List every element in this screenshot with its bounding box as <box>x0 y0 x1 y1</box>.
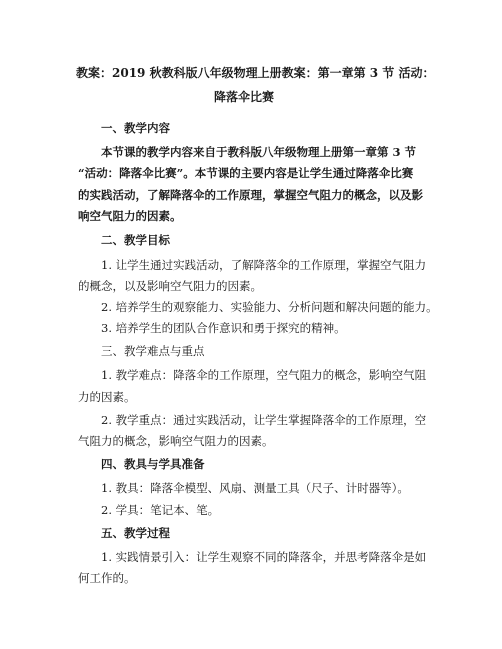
paragraph-line: 本节课的教学内容来自于教科版八年级物理上册第一章第 3 节 <box>101 145 417 159</box>
list-item: 1. 实践情景引入：让学生观察不同的降落伞，并思考降落伞是如 <box>101 550 427 564</box>
document-title-line-1: 教案：2019 秋教科版八年级物理上册教案：第一章第 3 节 活动： <box>76 66 435 80</box>
section-heading-process: 五、教学过程 <box>101 526 170 540</box>
list-item: 1. 教学难点：降落伞的工作原理，空气阻力的概念，影响空气阻 <box>101 368 427 382</box>
paragraph-line: “活动：降落伞比赛”。本节课的主要内容是让学生通过降落伞比赛 <box>78 166 414 180</box>
list-item: 3. 培养学生的团队合作意识和勇于探究的精神。 <box>101 321 346 335</box>
list-item-continuation: 力的因素。 <box>78 390 136 404</box>
list-item: 1. 让学生通过实践活动，了解降落伞的工作原理，掌握空气阻力 <box>101 258 427 272</box>
paragraph-line: 的实践活动，了解降落伞的工作原理，掌握空气阻力的概念，以及影 <box>78 188 423 202</box>
document-title-line-2: 降落伞比赛 <box>214 90 275 104</box>
list-item-continuation: 何工作的。 <box>78 571 136 585</box>
list-item: 2. 学具：笔记本、笔。 <box>101 503 220 517</box>
list-item-continuation: 的概念，以及影响空气阻力的因素。 <box>78 279 262 293</box>
list-item: 2. 培养学生的观察能力、实验能力、分析问题和解决问题的能力。 <box>101 300 438 314</box>
section-heading-teaching-content: 一、教学内容 <box>101 121 170 135</box>
list-item-continuation: 气阻力的概念，影响空气阻力的因素。 <box>78 434 274 448</box>
section-heading-difficulties: 三、教学难点与重点 <box>101 344 205 358</box>
section-heading-teaching-goals: 二、教学目标 <box>101 233 170 247</box>
list-item: 2. 教学重点：通过实践活动，让学生掌握降落伞的工作原理，空 <box>101 413 427 427</box>
section-heading-materials: 四、教具与学具准备 <box>101 457 205 471</box>
list-item: 1. 教具：降落伞模型、风扇、测量工具（尺子、计时器等）。 <box>101 481 409 495</box>
paragraph-line: 响空气阻力的因素。 <box>78 209 182 223</box>
